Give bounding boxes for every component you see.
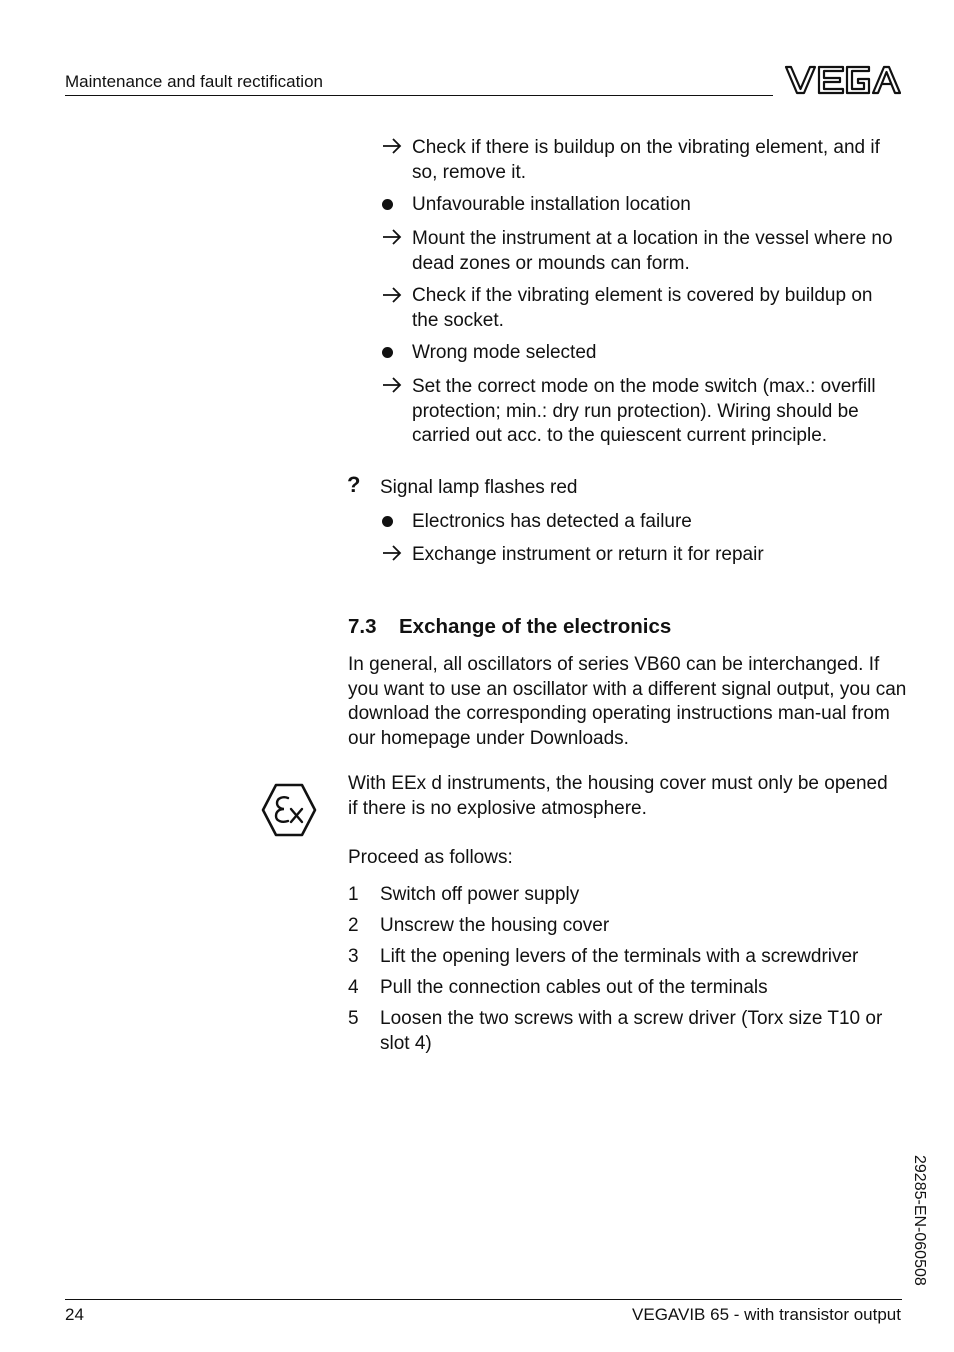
bullet-icon bbox=[382, 516, 393, 527]
list-item: Set the correct mode on the mode switch (max.: overfill protection; min.: dry run protection). Wiring should be carried out acc. to the quiescent current principle. bbox=[412, 376, 876, 446]
product-name: VEGAVIB 65 - with transistor output bbox=[632, 1305, 901, 1324]
page-number: 24 bbox=[65, 1305, 84, 1324]
question-text: Signal lamp flashes red bbox=[380, 477, 578, 498]
arrow-icon bbox=[381, 228, 407, 251]
header-rule bbox=[65, 95, 773, 96]
section-number: 7.3 bbox=[348, 615, 377, 638]
ex-warning-text: With EEx d instruments, the housing cover must only be opened if there is no explosive atmosphere. bbox=[348, 773, 888, 819]
bullet-icon bbox=[382, 347, 393, 358]
arrow-icon bbox=[381, 376, 407, 399]
section-title: Exchange of the electronics bbox=[399, 615, 672, 638]
arrow-icon bbox=[381, 544, 407, 567]
list-item: Check if the vibrating element is covered by buildup on the socket. bbox=[412, 285, 873, 331]
question-mark: ? bbox=[347, 472, 361, 497]
step-text: Loosen the two screws with a screw driver (Torx size T10 or slot 4) bbox=[380, 1008, 883, 1054]
footer-rule bbox=[65, 1299, 902, 1300]
intro-paragraph: In general, all oscillators of series VB60 can be interchanged. If you want to use an oscillator with a different signal output, you can download the corresponding operating instructions man-ual from our homepage under Downloads. bbox=[348, 654, 907, 749]
list-item: Electronics has detected a failure bbox=[412, 511, 692, 532]
vega-logo bbox=[783, 62, 901, 98]
step-number: 3 bbox=[348, 946, 359, 967]
step-number: 1 bbox=[348, 884, 359, 905]
section-heading bbox=[348, 615, 671, 639]
list-item: Wrong mode selected bbox=[412, 342, 597, 363]
document-code: 29285-EN-060508 bbox=[911, 1155, 928, 1286]
step-text: Pull the connection cables out of the terminals bbox=[380, 977, 768, 998]
list-item: Mount the instrument at a location in the vessel where no dead zones or mounds can form. bbox=[412, 228, 893, 274]
ex-hexagon-icon bbox=[261, 783, 317, 837]
step-number: 4 bbox=[348, 977, 359, 998]
step-number: 2 bbox=[348, 915, 359, 936]
bullet-icon bbox=[382, 199, 393, 210]
proceed-text: Proceed as follows: bbox=[348, 847, 513, 868]
arrow-icon bbox=[381, 286, 407, 309]
list-item: Exchange instrument or return it for repair bbox=[412, 544, 764, 565]
header-title: Maintenance and fault rectification bbox=[65, 72, 323, 91]
step-text: Lift the opening levers of the terminals with a screwdriver bbox=[380, 946, 859, 967]
list-item: Unfavourable installation location bbox=[412, 194, 691, 215]
step-text: Switch off power supply bbox=[380, 884, 580, 905]
list-item: Check if there is buildup on the vibrating element, and if so, remove it. bbox=[412, 137, 880, 183]
step-number: 5 bbox=[348, 1008, 359, 1029]
arrow-icon bbox=[381, 137, 407, 160]
step-text: Unscrew the housing cover bbox=[380, 915, 610, 936]
